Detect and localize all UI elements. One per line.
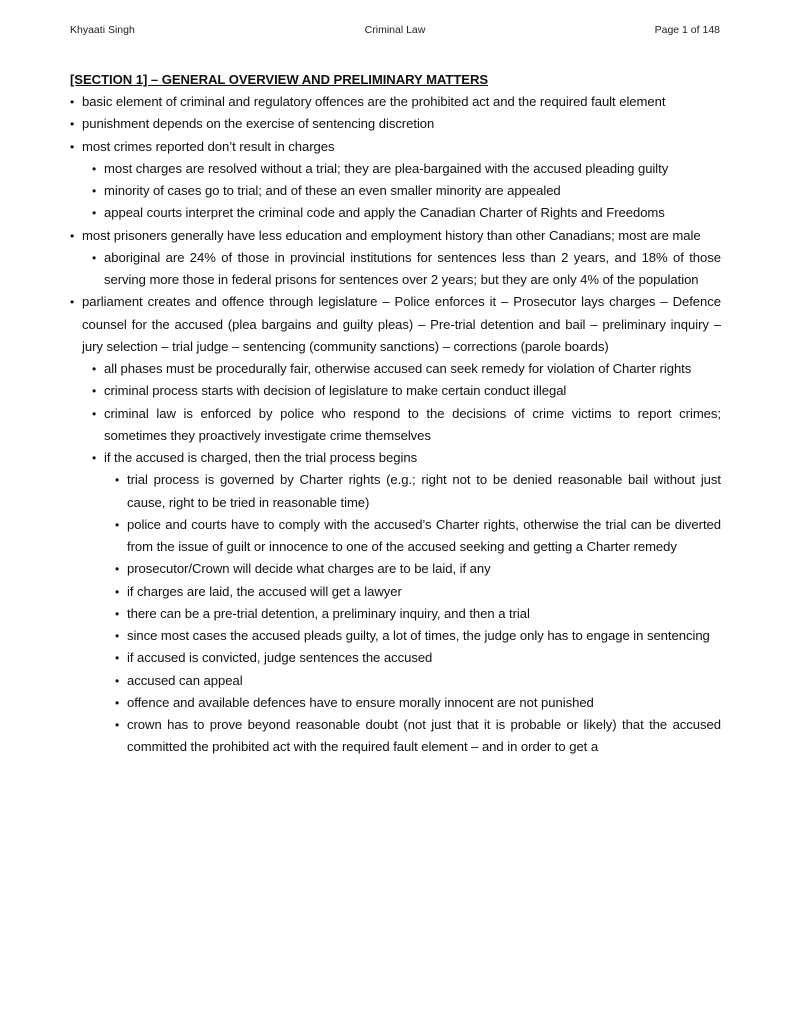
header-author: Khyaati Singh — [70, 24, 135, 36]
notes-list — [70, 91, 721, 759]
list-item-text: since most cases the accused pleads guilty, a lot of times, the judge only has to engage in sentencing — [127, 628, 710, 643]
bullet-icon: • — [115, 651, 120, 666]
list-item-text: all phases must be procedurally fair, otherwise accused can seek remedy for violation of Charter rights — [104, 361, 692, 376]
list-item — [115, 692, 721, 714]
list-item — [92, 247, 721, 292]
bullet-icon: • — [70, 295, 75, 310]
bullet-icon: • — [115, 584, 120, 599]
list-item-text: aboriginal are 24% of those in provincial institutions for sentences less than 2 years, and 18% of those serving more those in federal prisons for sentences over 2 years; but they are only 4% of the population — [104, 249, 721, 287]
list-item — [70, 113, 721, 135]
bullet-icon: • — [92, 406, 97, 421]
list-item — [92, 447, 721, 469]
list-item-text: trial process is governed by Charter rights (e.g.; right not to be denied reasonable bail without just cause, right to be tried in reasonable time) — [127, 472, 721, 510]
document-body — [70, 69, 721, 759]
list-item-text: criminal process starts with decision of legislature to make certain conduct illegal — [104, 383, 567, 399]
list-item — [92, 202, 721, 224]
list-item — [115, 625, 721, 647]
bullet-icon: • — [115, 562, 120, 577]
list-item — [70, 225, 721, 247]
list-item-text: accused can appeal — [127, 672, 243, 688]
bullet-icon: • — [70, 228, 75, 243]
list-item-text: if the accused is charged, then the trial process begins — [104, 450, 418, 465]
list-item — [115, 603, 721, 625]
bullet-icon: • — [92, 384, 97, 399]
list-item-text: if accused is convicted, judge sentences the accused — [127, 650, 433, 666]
list-item — [115, 714, 721, 759]
section-title: [SECTION 1] – GENERAL OVERVIEW AND PRELIMINARY MATTERS — [70, 72, 489, 87]
list-item-text: most charges are resolved without a trial; they are plea-bargained with the accused pleading guilty — [104, 160, 669, 176]
bullet-icon: • — [115, 695, 120, 710]
list-item-text: there can be a pre-trial detention, a preliminary inquiry, and then a trial — [127, 605, 530, 621]
list-item-text: punishment depends on the exercise of sentencing discretion — [82, 116, 435, 132]
header-page-number: Page 1 of 148 — [654, 24, 720, 36]
list-item-text: criminal law is enforced by police who respond to the decisions of crime victims to report crimes; sometimes they proactively investigate crime themselves — [104, 405, 721, 443]
bullet-icon: • — [115, 606, 120, 621]
list-item-text: police and courts have to comply with the accused’s Charter rights, otherwise the trial can be diverted from the issue of guilt or innocence to one of the accused seeking and getting a Charter remedy — [127, 516, 721, 554]
bullet-icon: • — [70, 117, 75, 132]
list-item-text: basic element of criminal and regulatory offences are the prohibited act and the required fault element — [82, 94, 666, 109]
bullet-icon: • — [92, 250, 97, 265]
list-item — [115, 514, 721, 559]
bullet-icon: • — [92, 206, 97, 221]
bullet-icon: • — [115, 473, 120, 488]
list-item-text: minority of cases go to trial; and of these an even smaller minority are appealed — [104, 183, 561, 198]
list-item — [115, 558, 721, 580]
list-item-text: appeal courts interpret the criminal code and apply the Canadian Charter of Rights and Freedoms — [104, 205, 665, 221]
bullet-icon: • — [92, 184, 97, 198]
list-item-text: if charges are laid, the accused will get a lawyer — [127, 583, 402, 599]
bullet-icon: • — [115, 629, 120, 643]
bullet-icon: • — [70, 95, 75, 109]
list-item — [92, 380, 721, 402]
list-item-text: parliament creates and offence through legislature – Police enforces it – Prosecutor lays charges – Defence counsel for the accused (plea bargains and guilty pleas) – Pre-trial detention and bail – preliminary inquiry – jury selection – trial judge – sentencing (community sanctions) – corrections (parole boards) — [82, 294, 721, 354]
list-item-text: crown has to prove beyond reasonable doubt (not just that it is probable or likely) that the accused committed the prohibited act with the required fault element – and in order to get a — [127, 717, 721, 755]
bullet-icon: • — [92, 362, 97, 376]
bullet-icon: • — [115, 718, 120, 732]
list-item-text: most crimes reported don’t result in charges — [82, 138, 335, 154]
page-header — [70, 24, 720, 40]
bullet-icon: • — [115, 517, 120, 532]
bullet-icon: • — [92, 161, 97, 176]
list-item — [115, 469, 721, 514]
list-item — [115, 647, 721, 669]
list-item-text: offence and available defences have to ensure morally innocent are not punished — [127, 694, 594, 710]
bullet-icon: • — [115, 673, 120, 688]
bullet-icon: • — [70, 139, 75, 154]
list-item — [92, 403, 721, 448]
list-item — [92, 158, 721, 180]
list-item — [115, 581, 721, 603]
list-item — [92, 180, 721, 202]
list-item-text: most prisoners generally have less education and employment history than other Canadians; most are male — [82, 227, 701, 243]
list-item-text: prosecutor/Crown will decide what charges are to be laid, if any — [127, 561, 491, 577]
list-item — [70, 136, 721, 158]
list-item — [70, 91, 721, 113]
bullet-icon: • — [92, 451, 97, 465]
list-item — [115, 670, 721, 692]
header-course: Criminal Law — [364, 24, 426, 36]
list-item — [70, 291, 721, 358]
list-item — [92, 358, 721, 380]
